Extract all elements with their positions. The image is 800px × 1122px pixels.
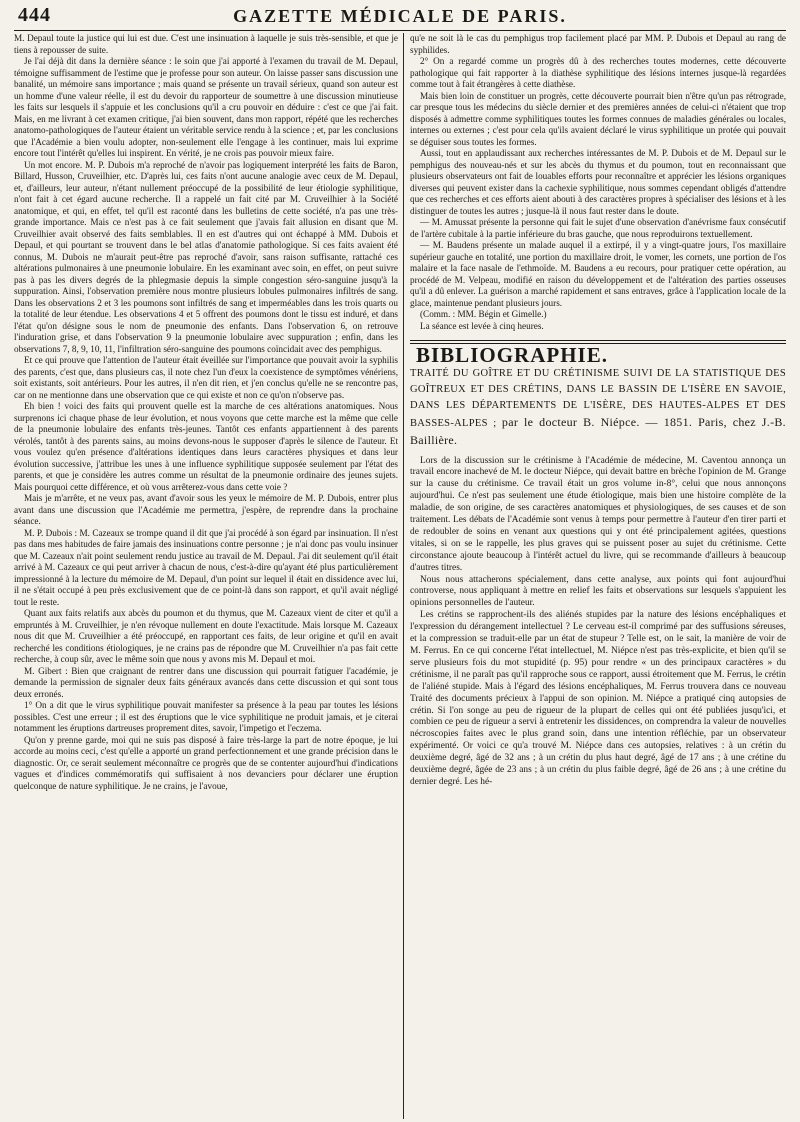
paragraph: Nous nous attacherons spécialement, dans cette analyse, aux points qui font aujourd'hui controverse, nous appliquant à mettre en relief les faits et observations sur lesquels s'appuient les opinions personnelles de l'auteur. bbox=[410, 574, 786, 609]
column-divider bbox=[403, 33, 404, 1119]
paragraph: M. Gibert : Bien que craignant de rentrer dans une discussion qui pourrait fatiguer l'académie, je demande la permission de signaler deux faits généraux avancés dans cette discussion et qui sont tous deux erronés. bbox=[14, 665, 398, 699]
page-header bbox=[14, 4, 786, 31]
book-title-main: TRAITÉ DU GOÎTRE ET DU CRÉTINISME SUIVI DE LA STATISTIQUE DES GOÎTREUX ET DES CRÉTINS, DANS LE BASSIN DE L'ISÈRE EN SAVOIE, DANS LES DÉPARTEMENTS DE L'ISÈRE, DES HAUTES-ALPES ET DES BASSES-ALPES ; bbox=[410, 367, 786, 429]
commission-note: (Comm. : MM. Bégin et Gimelle.) bbox=[420, 309, 547, 319]
left-column bbox=[14, 33, 398, 1119]
paragraph: Quant aux faits relatifs aux abcès du poumon et du thymus, que M. Cazeaux vient de citer et qu'il a empruntés à M. Cruveilhier, je n'en révoque nullement en doute l'exactitude. Mais lorsque M. Cazeaux nous dit que M. Cruveilhier a été préoccupé, en rapportant ces faits, de leur origine et qu'il en avait recherché les conditions étiologiques, je ne crains pas de répondre que M. Cruveilhier n'a pas fait cette recherche, à coup sûr, avec le même soin que nous y avons mis M. Depaul et moi. bbox=[14, 608, 398, 664]
paragraph: Je l'ai déjà dit dans la dernière séance : le soin que j'ai apporté à l'examen du travail de M. Depaul, témoigne suffisamment de l'estime que je professe pour son auteur. On laisse passer sans discussion une banalité, un mémoire sans importance ; mais quand se présente un travail sérieux, quand son auteur est un homme d'une valeur réelle, il est du devoir du rapporteur de soumettre à une discussion minutieuse les faits sur lesquels il s'appuie et les conclusions qu'il a cru pouvoir en déduire : c'est ce que j'ai fait. Mais, en me livrant à cet examen critique, j'ai bien souvent, dans mon rapport, répété que les recherches anatomo-pathologiques de l'auteur étaient un véritable service rendu à la science ; et, par les conclusions que l'Académie a bien voulu adopter, non-seulement elle l'engage à les continuer, mais lui exprime encore tout l'intérêt qu'elles lui inspirent. En vérité, je ne crois pas pouvoir mieux faire. bbox=[14, 56, 398, 158]
book-author-imprint: par le docteur B. Niépce. — 1851. Paris, chez J.-B. Baillière. bbox=[410, 414, 786, 447]
paragraph: Aussi, tout en applaudissant aux recherches intéressantes de M. P. Dubois et de M. Depaul sur le pemphigus des nouveau-nés et sur les abcès du thymus et du poumon, tout en reconnaissant que plusieurs observateurs ont fait de louables efforts pour reconnaître et apprécier les lésions organiques diverses qui peuvent exister dans la cachexie syphilitique, nous sommes cependant obligés d'attendre que ces recherches et ces efforts aient abouti à des caractères propres à spécialiser des lésions et à les distinguer de toutes les autres ; jusque-là il nous faut rester dans le doute. bbox=[410, 148, 786, 216]
book-title bbox=[410, 366, 786, 450]
paragraph: Les crétins se rapprochent-ils des aliénés stupides par la nature des lésions encéphaliques et l'expression du dérangement intellectuel ? Le cerveau est-il comprimé par des suffusions séreuses, et la compression se traduit-elle par un état de stupeur ? Telle est, on le sait, la manière de voir de M. Ferrus. En ce qui concerne l'état intellectuel, M. Niépce n'est pas très-explicite, et bien qu'il se serve plusieurs fois du mot stupidité (p. 95) pour rendre « un des principaux caractères » du crétinisme, il ne paraît pas qu'il rapproche sous ce rapport, aussi étroitement que M. Ferrus, le crétin de l'aliéné stupide. Mais à l'égard des lésions encéphaliques, M. Ferrus trouvera dans ce nouveau Traité des documents précieux à l'appui de son opinion. M. Niépce a pratiqué cinq autopsies de crétin. Si l'on songe au peu de rigueur de la plupart de celles qui ont été publiées jusqu'ici, et combien ce peu de rigueur a servi à entretenir les dissidences, on comprendra la valeur de nouvelles nécroscopies faites avec le plus grand soin, dans une intention réfléchie, par un observateur expérimenté. Or voici ce qu'a trouvé M. Niépce dans ces autopsies, relatives : à un crétin du deuxième degré, âgé de 32 ans ; à un crétin du plus haut degré, âgé de 17 ans ; à une crétine du deuxième degré, âgée de 23 ans ; à un crétin du plus faible degré, âgé de 26 ans ; à une crétine du dernier degré. Les hé- bbox=[410, 610, 786, 787]
paragraph: — M. Baudens présente un malade auquel il a extirpé, il y a vingt-quatre jours, l'os maxillaire supérieur gauche en totalité, une portion du maxillaire droit, le vomer, les cornets, une portion de l'os malaire et la face nasale de l'ethmoïde. M. Baudens a eu recours, pour pratiquer cette opération, au procédé de M. Velpeau, modifié en raison du développement et de l'altération des parties osseuses qu'il a dû enlever. La guérison a marché rapidement et sans entraves, grâce à l'application locale de la glace, maintenue pendant plusieurs jours. bbox=[410, 240, 786, 308]
paragraph: Qu'on y prenne garde, moi qui ne suis pas disposé à faire très-large la part de notre époque, je lui accorde au moins ceci, c'est qu'elle a apporté un grand perfectionnement et une grande précision dans le diagnostic. Or, ce serait seulement méconnaître ce progrès que de se contenter aujourd'hui d'indications vagues et d'indices commémoratifs qui suffisaient à nos devanciers pour déclarer une éruption quelconque de nature syphilitique. Je ne crains, je l'avoue, bbox=[14, 734, 398, 791]
paragraph: Mais bien loin de constituer un progrès, cette découverte pourrait bien n'être qu'un pas rétrograde, car presque tous les médecins du siècle dernier et des premières années de celui-ci n'étaient que trop disposés à admettre comme syphilitiques toutes les formes connues de maladies générales ou locales, internes ou externes ; c'est pour cela qu'ils avaient déclaré le virus syphilitique un protée qui pouvait se déguiser sous toutes les formes. bbox=[410, 90, 786, 147]
session-closing: La séance est levée à cinq heures. bbox=[420, 320, 544, 331]
page-number: 444 bbox=[18, 4, 51, 26]
paragraph: M. P. Dubois : M. Cazeaux se trompe quand il dit que j'ai procédé à son égard par insinuation. Il n'est pas dans mes habitudes de faire jamais des insinuations contre personne ; je n'ai donc pas voulu insinuer que M. Cazeaux n'ait point seulement rendu justice au travail de M. Depaul. J'ai dit seulement qu'il était arrivé à M. Cazeaux ce qui peut arriver à chacun de nous, c'est-à-dire qu'ayant été plus particulièrement impressionné à la lecture du mémoire de M. Depaul, d'un point sur lequel il était en dissidence avec lui, il ne s'était occupé à peu près exclusivement que de ce point-là dans son rapport, et qu'il avait négligé tout le reste. bbox=[14, 527, 398, 607]
paragraph: Eh bien ! voici des faits qui prouvent quelle est la marche de ces altérations anatomiques. Nous surprenons ici chaque phase de leur évolution, et nous voyons que cette marche est la même que celle de la pneumonie lobulaire des enfants très-jeunes. Tantôt ces enfants appartiennent à des parents vérolés, tantôt à des parents sains, au moins devons-nous le supposer d'après le silence de l'auteur. Et vous voulez qu'en présence d'altérations identiques dans leurs caractères physiques et dans leur évolution successive, j'attribue les unes à une influence syphilitique supposée seulement par l'état des parents, et que je considère les autres comme un résultat de la pneumonie ordinaire des jeunes sujets. Mais pourquoi cette différence, et où vous arrêterez-vous dans cette voie ? bbox=[14, 401, 398, 492]
paragraph: 2° On a regardé comme un progrès dû à des recherches toutes modernes, cette découverte pathologique qui fait rapporter à la diathèse syphilitique des lésions internes jusque-là regardées comme tout à fait étrangères à cette diathèse. bbox=[410, 56, 786, 89]
paragraph: 1° On a dit que le virus syphilitique pouvait manifester sa présence à la peau par toutes les lésions possibles. C'est une erreur ; il est des éruptions que le vice syphilitique ne produit jamais, et je citerai notamment les éruptions dartreuses proprement dites, savoir, l'impetigo et l'eczema. bbox=[14, 700, 398, 733]
bibliography-heading: BIBLIOGRAPHIE. bbox=[416, 343, 608, 367]
journal-title: GAZETTE MÉDICALE DE PARIS. bbox=[233, 6, 567, 26]
right-column bbox=[410, 33, 786, 1119]
paragraph: M. Depaul toute la justice qui lui est due. C'est une insinuation à laquelle je suis très-sensible, et que je tiens à repousser de suite. bbox=[14, 33, 398, 55]
paragraph: Mais je m'arrête, et ne veux pas, avant d'avoir sous les yeux le mémoire de M. P. Dubois, entrer plus avant dans une discussion que l'Académie me permettra, j'espère, de reprendre dans la prochaine séance. bbox=[14, 493, 398, 526]
paragraph: Un mot encore. M. P. Dubois m'a reproché de n'avoir pas logiquement interprété les faits de Baron, Billard, Husson, Cruveilhier, etc. D'après lui, ces faits n'ont aucune analogie avec ceux de M. Depaul, et, d'ailleurs, leur auteur, n'étant nullement préoccupé de la possibilité de leur étiologie syphilitique, n'ont fait à cet égard aucune recherche. Il a rappelé un fait cité par M. Cruveilhier à la Société anatomique, et qui, en effet, tel qu'il est raconté dans les bulletins de cette société, n'a pas une très-grande importance. Mais ce n'est pas à ce fait seulement que j'avais fait allusion en disant que M. Cruveilhier avait observé des faits semblables. Il en est d'autres qui ont échappé à MM. Dubois et Depaul, et qui pourtant se trouvent dans le bel atlas d'anatomie pathologique. Si ces faits avaient été connus, M. Dubois ne m'aurait peut-être pas reproché d'avoir, sans raison suffisante, rattaché ces altérations pulmonaires à une pneumonie lobulaire. En les examinant avec soin, en effet, on peut suivre pas à pas les divers degrés de la phlegmasie depuis la simple congestion séro-sanguine jusqu'à la suppuration. Ainsi, l'observation première nous montre plusieurs lobules pulmonaires infiltrés de sang. Dans les observations 2 et 3 les poumons sont infiltrés de sang et imperméables dans les trois quarts ou la totalité de leur étendue. Les observations 4 et 5 offrent des poumons dont le tissu est induré, et dans l'état qu'on désigne sous le nom de pneumonie des enfants. Dans l'observation 6, on retrouve l'induration grise, et dans l'observation 9 la pneumonie lobulaire avec suppuration ; enfin, dans les observations 7, 8, 9, 10, 11, l'infiltration séro-sanguine des poumons coïncidait avec des pemphigus. bbox=[14, 159, 398, 354]
paragraph: — M. Amussat présente la personne qui fait le sujet d'une observation d'anévrisme faux consécutif de l'artère cubitale à la partie inférieure du bras gauche, que nous reproduirons textuellement. bbox=[410, 217, 786, 239]
paragraph: Lors de la discussion sur le crétinisme à l'Académie de médecine, M. Caventou annonça un travail encore inachevé de M. le docteur Niépce, qui devait battre en brèche l'opinion de M. Grange sur la cause du crétinisme. Ce travail était un gros volume in-8°, celui que nous annonçons aujourd'hui. Ce n'est pas seulement une étude étiologique, mais bien une histoire complète de la maladie, de son origine, de ses caractères anatomiques et physiologiques, de ses causes et de son traitement. Les débats de l'Académie sont venus à temps pour permettre à l'auteur d'en tirer parti et de redoubler de soins en venant aux questions qui y ont été principalement agitées, questions vitales, si on se le rappelle, les plus graves qui se puissent poser au sujet du crétinisme. Cette circonstance ajoute beaucoup à l'intérêt actuel du livre, qui se recommande d'ailleurs à beaucoup d'autres titres. bbox=[410, 455, 786, 573]
paragraph: Et ce qui prouve que l'attention de l'auteur était éveillée sur l'importance que pouvait avoir la syphilis des parents, c'est que, dans plusieurs cas, il note chez l'un d'eux la coexistence de symptômes vénériens, soit existants, soit antérieurs. Pour les autres, il n'en dit rien, et j'en conclus qu'elle ne se rencontre pas, car on ne mentionne dans une observation que ce qui existe et non ce qu'on n'observe pas. bbox=[14, 355, 398, 400]
paragraph: qu'e ne soit là le cas du pemphigus trop facilement placé par MM. P. Dubois et Depaul au rang de syphilides. bbox=[410, 33, 786, 55]
